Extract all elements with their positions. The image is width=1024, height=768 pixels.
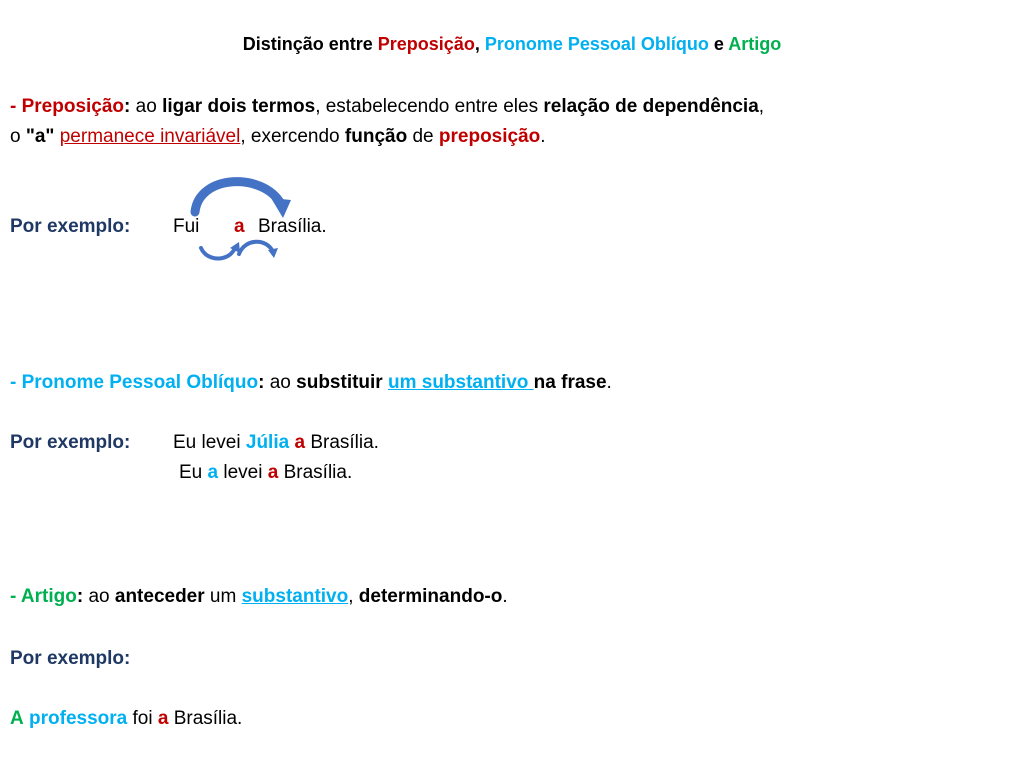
title-sep1: , [474, 34, 485, 54]
artigo-text6: determinando-o [358, 586, 503, 607]
preposicao-text5: , [758, 96, 765, 117]
artigo-text1: ao [83, 586, 115, 607]
top-arrowhead-icon [271, 198, 291, 218]
artigo-heading: - Artigo [10, 586, 77, 607]
pronome-colon: : [258, 372, 265, 393]
pronome-ex2-a-prep: a [267, 462, 279, 483]
preposicao-l2-permanece: permanece invariável [59, 126, 241, 147]
title-prefix: Distinção entre [242, 34, 378, 54]
preposicao-example-word-a: a [234, 216, 245, 237]
pronome-example-line1 [173, 432, 379, 454]
pronome-text5: na frase [533, 372, 607, 393]
title-term-preposicao: Preposição [377, 34, 475, 54]
artigo-text7: . [502, 586, 508, 607]
artigo-ex-a-prep: a [157, 708, 169, 729]
preposicao-l2-funcao: função [344, 126, 408, 147]
artigo-text5: , [348, 586, 359, 607]
preposicao-l2-preposicao: preposição [438, 126, 541, 147]
artigo-ex-a: A [10, 708, 24, 729]
pronome-ex2-a: Eu [179, 462, 208, 483]
relation-arrows-icon [185, 168, 300, 268]
title-term-pronome: Pronome Pessoal Oblíquo [484, 34, 709, 54]
artigo-colon: : [76, 586, 84, 607]
preposicao-example-label: Por exemplo: [10, 216, 131, 237]
artigo-ex-d: foi [127, 708, 158, 729]
pronome-ex2-a-pron: a [207, 462, 219, 483]
pronome-text2: substituir [296, 372, 383, 393]
pronome-ex2-e: Brasília. [278, 462, 353, 483]
title-term-artigo: Artigo [728, 34, 782, 54]
pronome-heading: - Pronome Pessoal Oblíquo [10, 372, 259, 393]
preposicao-text3: , estabelecendo entre eles [315, 96, 544, 117]
preposicao-definition-line1 [10, 96, 764, 118]
preposicao-heading: - Preposição [10, 96, 125, 117]
preposicao-example-word-brasilia: Brasília. [258, 216, 327, 237]
preposicao-text1: ao [130, 96, 163, 117]
pronome-example-label: Por exemplo: [10, 432, 131, 453]
page-title [0, 33, 1024, 55]
bottom-right-arc-icon [239, 242, 273, 254]
top-arc-arrow-icon [195, 182, 281, 212]
pronome-example-line2 [179, 462, 352, 484]
pronome-ex1-a-prep: a [294, 432, 306, 453]
preposicao-example-word-fui: Fui [173, 216, 200, 237]
pronome-ex1-julia: Júlia [245, 432, 290, 453]
preposicao-l2-o: o [10, 126, 26, 147]
preposicao-definition-line2 [10, 126, 546, 148]
pronome-definition-line [10, 372, 612, 394]
preposicao-l2-t2: de [407, 126, 439, 147]
preposicao-l2-t1: , exercendo [240, 126, 345, 147]
preposicao-colon: : [124, 96, 131, 117]
artigo-text3: um [204, 586, 242, 607]
pronome-ex1-a: Eu levei [173, 432, 246, 453]
bottom-left-arc-icon [201, 248, 235, 259]
pronome-ex1-e: Brasília. [305, 432, 379, 453]
artigo-example-sentence [10, 708, 242, 730]
pronome-text1: ao [264, 372, 297, 393]
artigo-ex-f: Brasília. [168, 708, 243, 729]
preposicao-text2: ligar dois termos [162, 96, 316, 117]
artigo-text4: substantivo [241, 586, 349, 607]
pronome-ex2-c: levei [218, 462, 268, 483]
artigo-text2: anteceder [114, 586, 205, 607]
pronome-text6: . [606, 372, 612, 393]
title-sep2: e [708, 34, 729, 54]
artigo-example-label: Por exemplo: [10, 648, 131, 669]
preposicao-l2-end: . [540, 126, 546, 147]
preposicao-text4: relação de dependência [543, 96, 759, 117]
artigo-definition-line [10, 586, 508, 608]
preposicao-l2-a: "a" [25, 126, 55, 147]
pronome-text4: um substantivo [387, 372, 534, 393]
artigo-ex-professora: professora [29, 708, 128, 729]
